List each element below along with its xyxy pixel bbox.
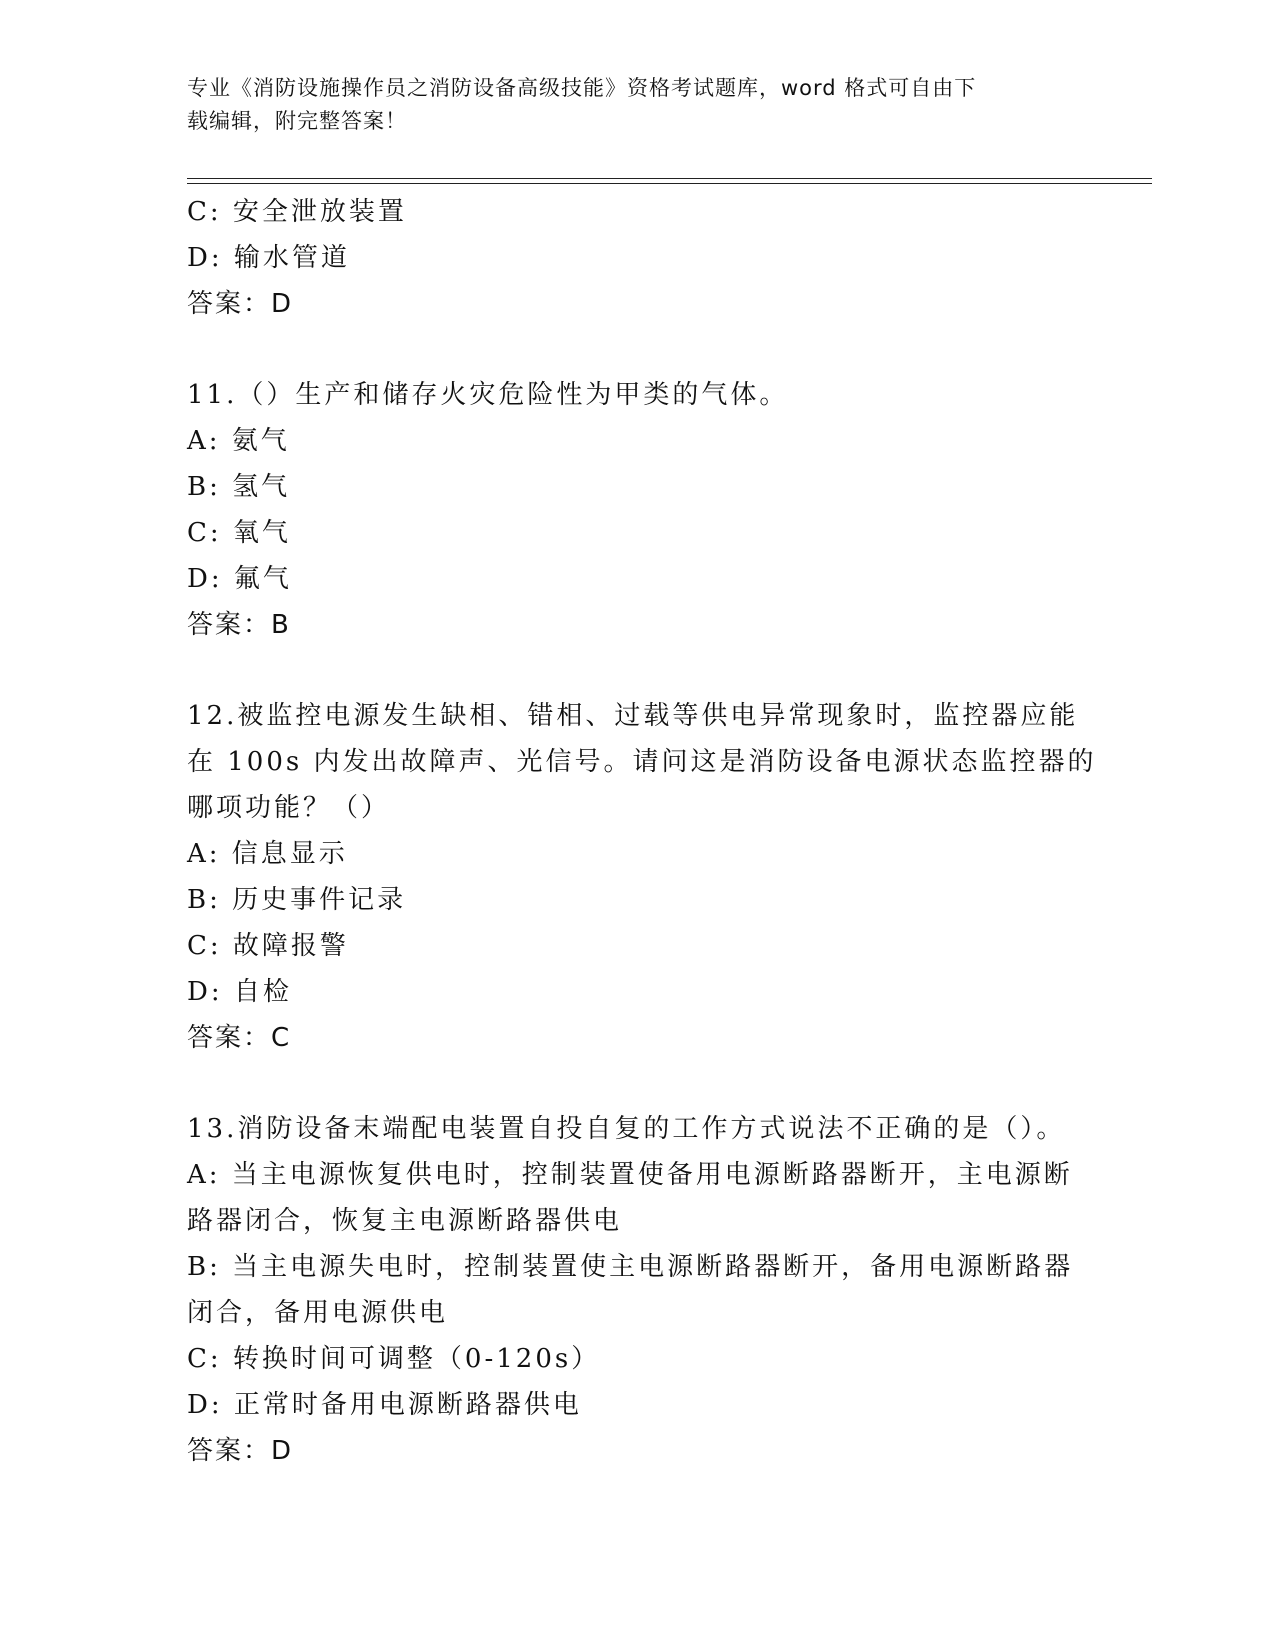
header-line-2: 载编辑，附完整答案！ xyxy=(187,109,407,133)
question-list xyxy=(187,189,1097,1474)
option-a-continued: 路器闭合，恢复主电源断路器供电 xyxy=(187,1206,623,1236)
question-block-12 xyxy=(187,693,1097,1061)
option-b: B: 当主电源失电时，控制装置使主电源断路器断开，备用电源断路器 xyxy=(187,1252,1074,1282)
option-b: B: 历史事件记录 xyxy=(187,885,407,915)
header-double-rule xyxy=(187,178,1152,184)
question-block-prev xyxy=(187,189,1087,327)
page-header xyxy=(187,72,1087,138)
option-a: A: 信息显示 xyxy=(187,839,348,869)
option-d: D: 氟气 xyxy=(187,564,292,594)
option-d: D: 自检 xyxy=(187,977,292,1007)
option-b: B: 氢气 xyxy=(187,472,291,502)
spacer xyxy=(187,648,1087,693)
answer-line: 答案：D xyxy=(187,1436,294,1466)
question-stem: 哪项功能？（） xyxy=(187,793,391,823)
question-stem: 11.（）生产和储存火灾危险性为甲类的气体。 xyxy=(187,380,789,410)
question-stem: 13.消防设备末端配电装置自投自复的工作方式说法不正确的是（）。 xyxy=(187,1114,1066,1144)
option-c: C: 故障报警 xyxy=(187,931,349,961)
option-d: D: 正常时备用电源断路器供电 xyxy=(187,1390,582,1420)
header-line-1: 专业《消防设施操作员之消防设备高级技能》资格考试题库，word 格式可自由下 xyxy=(187,76,977,100)
question-block-11 xyxy=(187,372,1087,648)
option-a: A: 氨气 xyxy=(187,426,290,456)
spacer xyxy=(187,327,1087,372)
spacer xyxy=(187,1061,1087,1106)
answer-line: 答案：B xyxy=(187,610,291,640)
option-c: C: 转换时间可调整（0-120s） xyxy=(187,1344,601,1374)
answer-line: 答案：D xyxy=(187,289,294,319)
option-d: D: 输水管道 xyxy=(187,243,350,273)
question-stem: 12.被监控电源发生缺相、错相、过载等供电异常现象时，监控器应能 xyxy=(187,701,1079,731)
option-b-continued: 闭合，备用电源供电 xyxy=(187,1298,449,1328)
answer-line: 答案：C xyxy=(187,1023,292,1053)
option-c: C: 安全泄放装置 xyxy=(187,197,407,227)
question-block-13 xyxy=(187,1106,1087,1474)
option-c: C: 氧气 xyxy=(187,518,291,548)
question-stem: 在 100s 内发出故障声、光信号。请问这是消防设备电源状态监控器的 xyxy=(187,747,1097,777)
option-a: A: 当主电源恢复供电时，控制装置使备用电源断路器断开，主电源断 xyxy=(187,1160,1073,1190)
